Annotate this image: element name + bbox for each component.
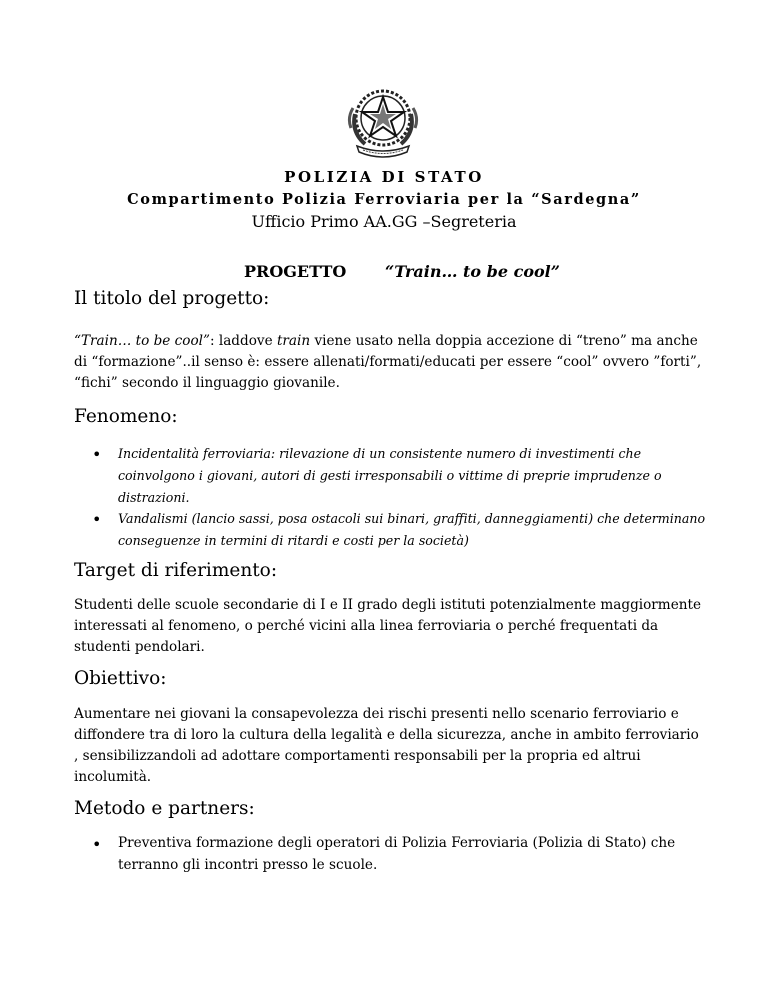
title-paragraph (74, 331, 704, 394)
target-paragraph: Studenti delle scuole secondarie di I e II grado degli istituti potenzialmente maggiormente interessati al fenomeno, o perché vicini alla linea ferroviaria o perché frequentati da studenti pendolari. (74, 597, 702, 655)
section-heading-metodo: Metodo e partners: (74, 798, 255, 819)
section-heading-title: Il titolo del progetto: (74, 288, 270, 309)
fenomeno-item: Incidentalità ferroviaria: rilevazione di un consistente numero di investimenti che coinvolgono i giovani, autori di gesti irresponsabili o vittime di preprie imprudenze o distrazioni. (118, 446, 662, 505)
bullet-icon: • (92, 835, 102, 854)
section-heading-fenomeno: Fenomeno: (74, 406, 178, 427)
title-italic-train: train (276, 333, 311, 349)
project-label: PROGETTO (244, 262, 347, 281)
bullet-icon: • (92, 510, 102, 529)
obiettivo-paragraph: Aumentare nei giovani la consapevolezza dei rischi presenti nello scenario ferroviario e diffondere tra di loro la cultura della legalità e della sicurezza, anche in ambito ferroviario , sensibilizzandoli ad adottare comportamenti responsabili per la propria ed altrui incolumità. (74, 706, 699, 785)
title-text-part2: viene usato nella doppia accezione di “treno” ma anche di “formazione”..il senso è: essere allenati/formati/educati per essere “cool” ovvero ”forti”, “fichi” secondo il linguaggio giovanile. (74, 333, 702, 391)
title-text-part1: : laddove (209, 333, 277, 349)
header-compartment: Compartimento Polizia Ferroviaria per la “Sardegna” (127, 191, 641, 208)
header-office: Ufficio Primo AA.GG –Segreteria (251, 212, 517, 231)
bullet-icon: • (92, 445, 102, 464)
title-italic-phrase: “Train… to be cool” (74, 333, 210, 349)
fenomeno-item: Vandalismi (lancio sassi, posa ostacoli sui binari, graffiti, danneggiamenti) che determinano conseguenze in termini di ritardi e costi per la società) (118, 511, 706, 548)
project-name: “Train… to be cool” (385, 262, 560, 281)
section-heading-obiettivo: Obiettivo: (74, 668, 167, 689)
section-heading-target: Target di riferimento: (74, 560, 278, 581)
italian-republic-emblem-icon (341, 84, 425, 158)
metodo-item: Preventiva formazione degli operatori di Polizia Ferroviaria (Polizia di Stato) che terranno gli incontri presso le scuole. (118, 835, 676, 873)
header-title: POLIZIA DI STATO (284, 168, 484, 186)
